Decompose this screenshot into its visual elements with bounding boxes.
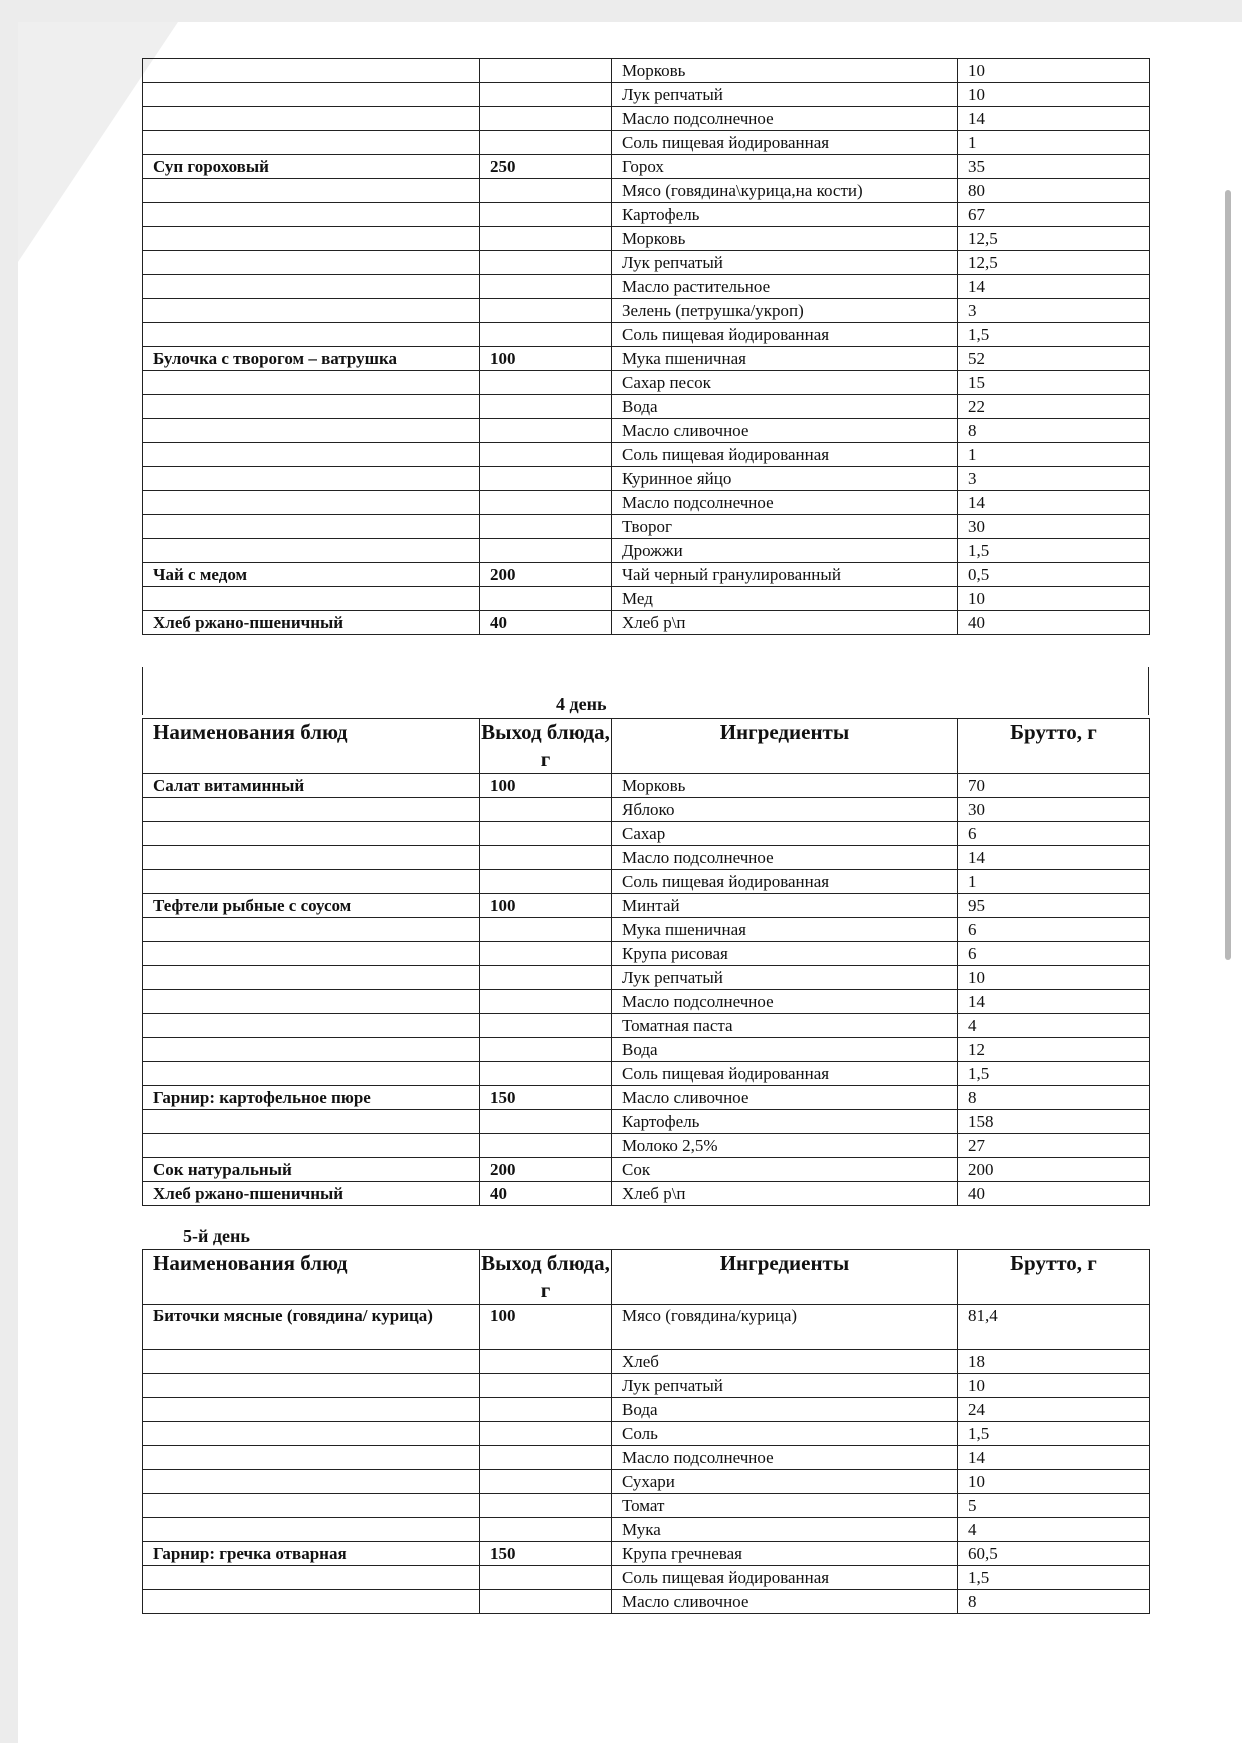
table-row: [143, 942, 1150, 966]
table-row: [143, 1110, 1150, 1134]
ingredient-cell: Мясо (говядина\курица,на кости): [612, 179, 958, 203]
gross-weight-cell: 60,5: [958, 1542, 1150, 1566]
output-cell: [480, 131, 612, 155]
ingredient-cell: Сухари: [612, 1470, 958, 1494]
ingredient-cell: Морковь: [612, 774, 958, 798]
output-cell: 100: [480, 894, 612, 918]
ingredient-cell: Яблоко: [612, 798, 958, 822]
output-cell: [480, 107, 612, 131]
output-cell: 200: [480, 1158, 612, 1182]
dish-name-cell: [143, 870, 480, 894]
ingredient-cell: Морковь: [612, 227, 958, 251]
gross-weight-cell: 80: [958, 179, 1150, 203]
gross-weight-cell: 70: [958, 774, 1150, 798]
ingredient-cell: Томатная паста: [612, 1014, 958, 1038]
table-row: [143, 1305, 1150, 1350]
dish-name-cell: [143, 443, 480, 467]
table-row: [143, 1062, 1150, 1086]
output-cell: [480, 443, 612, 467]
gross-weight-cell: 30: [958, 515, 1150, 539]
gross-weight-cell: 6: [958, 918, 1150, 942]
dish-name-cell: [143, 587, 480, 611]
ingredient-cell: Соль пищевая йодированная: [612, 131, 958, 155]
dish-name-cell: [143, 1350, 480, 1374]
ingredient-cell: Лук репчатый: [612, 83, 958, 107]
table-row: [143, 1446, 1150, 1470]
output-cell: [480, 227, 612, 251]
gross-weight-cell: 158: [958, 1110, 1150, 1134]
table-row: [143, 1038, 1150, 1062]
table-row: [143, 275, 1150, 299]
gross-weight-cell: 200: [958, 1158, 1150, 1182]
dish-name-cell: [143, 1470, 480, 1494]
output-cell: [480, 1446, 612, 1470]
table-row: [143, 846, 1150, 870]
gross-weight-cell: 40: [958, 611, 1150, 635]
output-cell: [480, 1398, 612, 1422]
output-cell: 200: [480, 563, 612, 587]
dish-name-cell: [143, 1110, 480, 1134]
gross-weight-cell: 10: [958, 83, 1150, 107]
gross-weight-cell: 6: [958, 822, 1150, 846]
dish-name-cell: [143, 467, 480, 491]
ingredient-cell: Мука пшеничная: [612, 347, 958, 371]
ingredient-cell: Сок: [612, 1158, 958, 1182]
output-cell: [480, 1470, 612, 1494]
output-cell: [480, 822, 612, 846]
output-cell: [480, 1062, 612, 1086]
output-cell: [480, 1566, 612, 1590]
dish-name-cell: Гарнир: гречка отварная: [143, 1542, 480, 1566]
header-ingredients: Ингредиенты: [612, 719, 958, 774]
table-row: [143, 1470, 1150, 1494]
output-cell: [480, 990, 612, 1014]
gross-weight-cell: 1,5: [958, 1422, 1150, 1446]
table-row: [143, 299, 1150, 323]
ingredient-cell: Масло сливочное: [612, 419, 958, 443]
ingredient-cell: Масло подсолнечное: [612, 846, 958, 870]
dish-name-cell: [143, 1494, 480, 1518]
gross-weight-cell: 0,5: [958, 563, 1150, 587]
day-4-title: 4 день: [556, 694, 607, 714]
output-cell: [480, 966, 612, 990]
gross-weight-cell: 8: [958, 1086, 1150, 1110]
gross-weight-cell: 14: [958, 491, 1150, 515]
ingredient-cell: Сахар: [612, 822, 958, 846]
gross-weight-cell: 1: [958, 131, 1150, 155]
gross-weight-cell: 10: [958, 587, 1150, 611]
output-cell: [480, 1014, 612, 1038]
ingredient-cell: Картофель: [612, 1110, 958, 1134]
dish-name-cell: [143, 1566, 480, 1590]
table-row: [143, 1134, 1150, 1158]
gross-weight-cell: 3: [958, 299, 1150, 323]
ingredient-cell: Куринное яйцо: [612, 467, 958, 491]
gross-weight-cell: 6: [958, 942, 1150, 966]
ingredient-cell: Горох: [612, 155, 958, 179]
gross-weight-cell: 95: [958, 894, 1150, 918]
table-row: [143, 798, 1150, 822]
ingredient-cell: Картофель: [612, 203, 958, 227]
dish-name-cell: [143, 990, 480, 1014]
gross-weight-cell: 18: [958, 1350, 1150, 1374]
ingredient-cell: Мясо (говядина/курица): [612, 1305, 958, 1350]
dish-name-cell: [143, 798, 480, 822]
gross-weight-cell: 81,4: [958, 1305, 1150, 1350]
dish-name-cell: [143, 942, 480, 966]
dish-name-cell: [143, 227, 480, 251]
header-output: Выход блюда, г: [480, 719, 612, 774]
output-cell: [480, 870, 612, 894]
output-cell: [480, 251, 612, 275]
table-row: [143, 107, 1150, 131]
table-row: [143, 966, 1150, 990]
ingredient-cell: Соль пищевая йодированная: [612, 1566, 958, 1590]
table-row: [143, 870, 1150, 894]
dish-name-cell: [143, 203, 480, 227]
table-row: [143, 587, 1150, 611]
table-row: [143, 1086, 1150, 1110]
dish-name-cell: [143, 822, 480, 846]
dish-name-cell: [143, 107, 480, 131]
table-row: [143, 822, 1150, 846]
table-row: [143, 155, 1150, 179]
output-cell: [480, 491, 612, 515]
table-row: [143, 1494, 1150, 1518]
header-gross: Брутто, г: [958, 1250, 1150, 1305]
table-row: [143, 1350, 1150, 1374]
gross-weight-cell: 15: [958, 371, 1150, 395]
ingredient-cell: Лук репчатый: [612, 1374, 958, 1398]
ingredient-cell: Вода: [612, 1398, 958, 1422]
output-cell: [480, 275, 612, 299]
dish-name-cell: [143, 371, 480, 395]
gross-weight-cell: 14: [958, 1446, 1150, 1470]
gross-weight-cell: 14: [958, 275, 1150, 299]
output-cell: [480, 179, 612, 203]
table-row: [143, 1182, 1150, 1206]
output-cell: 150: [480, 1542, 612, 1566]
ingredient-cell: Крупа гречневая: [612, 1542, 958, 1566]
table-row: [143, 347, 1150, 371]
ingredient-cell: Хлеб: [612, 1350, 958, 1374]
output-cell: [480, 299, 612, 323]
dish-name-cell: [143, 1446, 480, 1470]
output-cell: [480, 587, 612, 611]
output-cell: [480, 203, 612, 227]
dish-name-cell: [143, 1422, 480, 1446]
output-cell: [480, 1350, 612, 1374]
header-ingredients: Ингредиенты: [612, 1250, 958, 1305]
table-row: [143, 1374, 1150, 1398]
ingredient-cell: Масло подсолнечное: [612, 990, 958, 1014]
gross-weight-cell: 10: [958, 1374, 1150, 1398]
header-dish: Наименования блюд: [143, 719, 480, 774]
ingredient-cell: Творог: [612, 515, 958, 539]
gross-weight-cell: 14: [958, 107, 1150, 131]
ingredient-cell: Масло подсолнечное: [612, 1446, 958, 1470]
output-cell: 40: [480, 1182, 612, 1206]
dish-name-cell: [143, 1398, 480, 1422]
dish-name-cell: Хлеб ржано-пшеничный: [143, 611, 480, 635]
output-cell: [480, 1134, 612, 1158]
ingredient-cell: Вода: [612, 1038, 958, 1062]
output-cell: [480, 419, 612, 443]
table-row: [143, 918, 1150, 942]
gross-weight-cell: 8: [958, 419, 1150, 443]
gross-weight-cell: 27: [958, 1134, 1150, 1158]
menu-table-day-5: [142, 1249, 1150, 1614]
ingredient-cell: Лук репчатый: [612, 251, 958, 275]
ingredient-cell: Молоко 2,5%: [612, 1134, 958, 1158]
output-cell: [480, 59, 612, 83]
gross-weight-cell: 3: [958, 467, 1150, 491]
gross-weight-cell: 1: [958, 870, 1150, 894]
gross-weight-cell: 1,5: [958, 1062, 1150, 1086]
dish-name-cell: [143, 419, 480, 443]
ingredient-cell: Мед: [612, 587, 958, 611]
table-row: [143, 1566, 1150, 1590]
ingredient-cell: Масло сливочное: [612, 1086, 958, 1110]
day-separator: [142, 667, 1149, 715]
dish-name-cell: [143, 1062, 480, 1086]
vertical-scrollbar[interactable]: [1225, 190, 1231, 960]
gross-weight-cell: 35: [958, 155, 1150, 179]
ingredient-cell: Зелень (петрушка/укроп): [612, 299, 958, 323]
table-row: [143, 1398, 1150, 1422]
gross-weight-cell: 1,5: [958, 539, 1150, 563]
dish-name-cell: [143, 83, 480, 107]
output-cell: [480, 1590, 612, 1614]
table-row: [143, 1590, 1150, 1614]
dish-name-cell: Тефтели рыбные с соусом: [143, 894, 480, 918]
ingredient-cell: Минтай: [612, 894, 958, 918]
table-row: [143, 251, 1150, 275]
gross-weight-cell: 10: [958, 966, 1150, 990]
dish-name-cell: [143, 539, 480, 563]
header-gross: Брутто, г: [958, 719, 1150, 774]
dish-name-cell: [143, 59, 480, 83]
gross-weight-cell: 10: [958, 59, 1150, 83]
output-cell: [480, 539, 612, 563]
gross-weight-cell: 30: [958, 798, 1150, 822]
ingredient-cell: Соль пищевая йодированная: [612, 323, 958, 347]
table-row: [143, 1518, 1150, 1542]
ingredient-cell: Хлеб р\п: [612, 611, 958, 635]
table-row: [143, 179, 1150, 203]
table-row: [143, 611, 1150, 635]
menu-table-day-4: [142, 718, 1150, 1206]
table-row: [143, 774, 1150, 798]
gross-weight-cell: 12,5: [958, 227, 1150, 251]
table-row: [143, 227, 1150, 251]
output-cell: 250: [480, 155, 612, 179]
output-cell: [480, 846, 612, 870]
dish-name-cell: Булочка с творогом – ватрушка: [143, 347, 480, 371]
table-row: [143, 539, 1150, 563]
output-cell: [480, 323, 612, 347]
dish-name-cell: Сок натуральный: [143, 1158, 480, 1182]
ingredient-cell: Хлеб р\п: [612, 1182, 958, 1206]
ingredient-cell: Лук репчатый: [612, 966, 958, 990]
dish-name-cell: [143, 179, 480, 203]
gross-weight-cell: 5: [958, 1494, 1150, 1518]
dish-name-cell: [143, 251, 480, 275]
table-row: [143, 1158, 1150, 1182]
output-cell: [480, 515, 612, 539]
ingredient-cell: Морковь: [612, 59, 958, 83]
table-row: [143, 467, 1150, 491]
ingredient-cell: Крупа рисовая: [612, 942, 958, 966]
output-cell: 100: [480, 347, 612, 371]
table-row: [143, 515, 1150, 539]
ingredient-cell: Мука пшеничная: [612, 918, 958, 942]
table-row: [143, 1422, 1150, 1446]
output-cell: [480, 798, 612, 822]
gross-weight-cell: 40: [958, 1182, 1150, 1206]
ingredient-cell: Сахар песок: [612, 371, 958, 395]
gross-weight-cell: 67: [958, 203, 1150, 227]
ingredient-cell: Томат: [612, 1494, 958, 1518]
ingredient-cell: Масло растительное: [612, 275, 958, 299]
gross-weight-cell: 8: [958, 1590, 1150, 1614]
table-row: [143, 419, 1150, 443]
dish-name-cell: [143, 918, 480, 942]
gross-weight-cell: 1,5: [958, 323, 1150, 347]
gross-weight-cell: 12: [958, 1038, 1150, 1062]
gross-weight-cell: 4: [958, 1518, 1150, 1542]
output-cell: [480, 83, 612, 107]
table-row: [143, 1542, 1150, 1566]
gross-weight-cell: 24: [958, 1398, 1150, 1422]
gross-weight-cell: 10: [958, 1470, 1150, 1494]
output-cell: [480, 395, 612, 419]
ingredient-cell: Масло сливочное: [612, 1590, 958, 1614]
output-cell: [480, 942, 612, 966]
output-cell: 100: [480, 774, 612, 798]
dish-name-cell: [143, 395, 480, 419]
gross-weight-cell: 12,5: [958, 251, 1150, 275]
dish-name-cell: [143, 1014, 480, 1038]
dish-name-cell: Суп гороховый: [143, 155, 480, 179]
dish-name-cell: [143, 846, 480, 870]
table-row: [143, 59, 1150, 83]
output-cell: [480, 1494, 612, 1518]
ingredient-cell: Чай черный гранулированный: [612, 563, 958, 587]
output-cell: [480, 1374, 612, 1398]
table-row: [143, 443, 1150, 467]
table-row: [143, 491, 1150, 515]
dish-name-cell: [143, 491, 480, 515]
dish-name-cell: [143, 1518, 480, 1542]
ingredient-cell: Масло подсолнечное: [612, 491, 958, 515]
dish-name-cell: [143, 323, 480, 347]
dish-name-cell: Биточки мясные (говядина/ курица): [143, 1305, 480, 1350]
header-dish: Наименования блюд: [143, 1250, 480, 1305]
table-row: [143, 371, 1150, 395]
dish-name-cell: Салат витаминный: [143, 774, 480, 798]
dish-name-cell: [143, 299, 480, 323]
dish-name-cell: [143, 1038, 480, 1062]
table-row: [143, 563, 1150, 587]
output-cell: [480, 1038, 612, 1062]
dish-name-cell: Гарнир: картофельное пюре: [143, 1086, 480, 1110]
table-row: [143, 395, 1150, 419]
table-row: [143, 323, 1150, 347]
output-cell: 40: [480, 611, 612, 635]
table-row: [143, 83, 1150, 107]
output-cell: [480, 467, 612, 491]
dish-name-cell: [143, 515, 480, 539]
ingredient-cell: Масло подсолнечное: [612, 107, 958, 131]
dish-name-cell: [143, 131, 480, 155]
ingredient-cell: Соль пищевая йодированная: [612, 870, 958, 894]
dish-name-cell: [143, 1590, 480, 1614]
table-row: [143, 203, 1150, 227]
output-cell: [480, 1110, 612, 1134]
gross-weight-cell: 14: [958, 990, 1150, 1014]
ingredient-cell: Соль пищевая йодированная: [612, 1062, 958, 1086]
table-header-row: [143, 719, 1150, 774]
gross-weight-cell: 4: [958, 1014, 1150, 1038]
output-cell: 100: [480, 1305, 612, 1350]
output-cell: [480, 1518, 612, 1542]
ingredient-cell: Соль: [612, 1422, 958, 1446]
gross-weight-cell: 1,5: [958, 1566, 1150, 1590]
output-cell: [480, 1422, 612, 1446]
table-row: [143, 1014, 1150, 1038]
dish-name-cell: Чай с медом: [143, 563, 480, 587]
ingredient-cell: Мука: [612, 1518, 958, 1542]
table-row: [143, 990, 1150, 1014]
dish-name-cell: [143, 1374, 480, 1398]
table-row: [143, 131, 1150, 155]
dish-name-cell: Хлеб ржано-пшеничный: [143, 1182, 480, 1206]
dish-name-cell: [143, 1134, 480, 1158]
output-cell: 150: [480, 1086, 612, 1110]
table-header-row: [143, 1250, 1150, 1305]
dish-name-cell: [143, 275, 480, 299]
ingredient-cell: Вода: [612, 395, 958, 419]
gross-weight-cell: 52: [958, 347, 1150, 371]
gross-weight-cell: 1: [958, 443, 1150, 467]
gross-weight-cell: 22: [958, 395, 1150, 419]
header-output: Выход блюда, г: [480, 1250, 612, 1305]
ingredient-cell: Дрожжи: [612, 539, 958, 563]
gross-weight-cell: 14: [958, 846, 1150, 870]
menu-table-continuation: [142, 58, 1150, 635]
output-cell: [480, 918, 612, 942]
output-cell: [480, 371, 612, 395]
ingredient-cell: Соль пищевая йодированная: [612, 443, 958, 467]
table-row: [143, 894, 1150, 918]
dish-name-cell: [143, 966, 480, 990]
day-5-title: 5-й день: [183, 1226, 250, 1246]
